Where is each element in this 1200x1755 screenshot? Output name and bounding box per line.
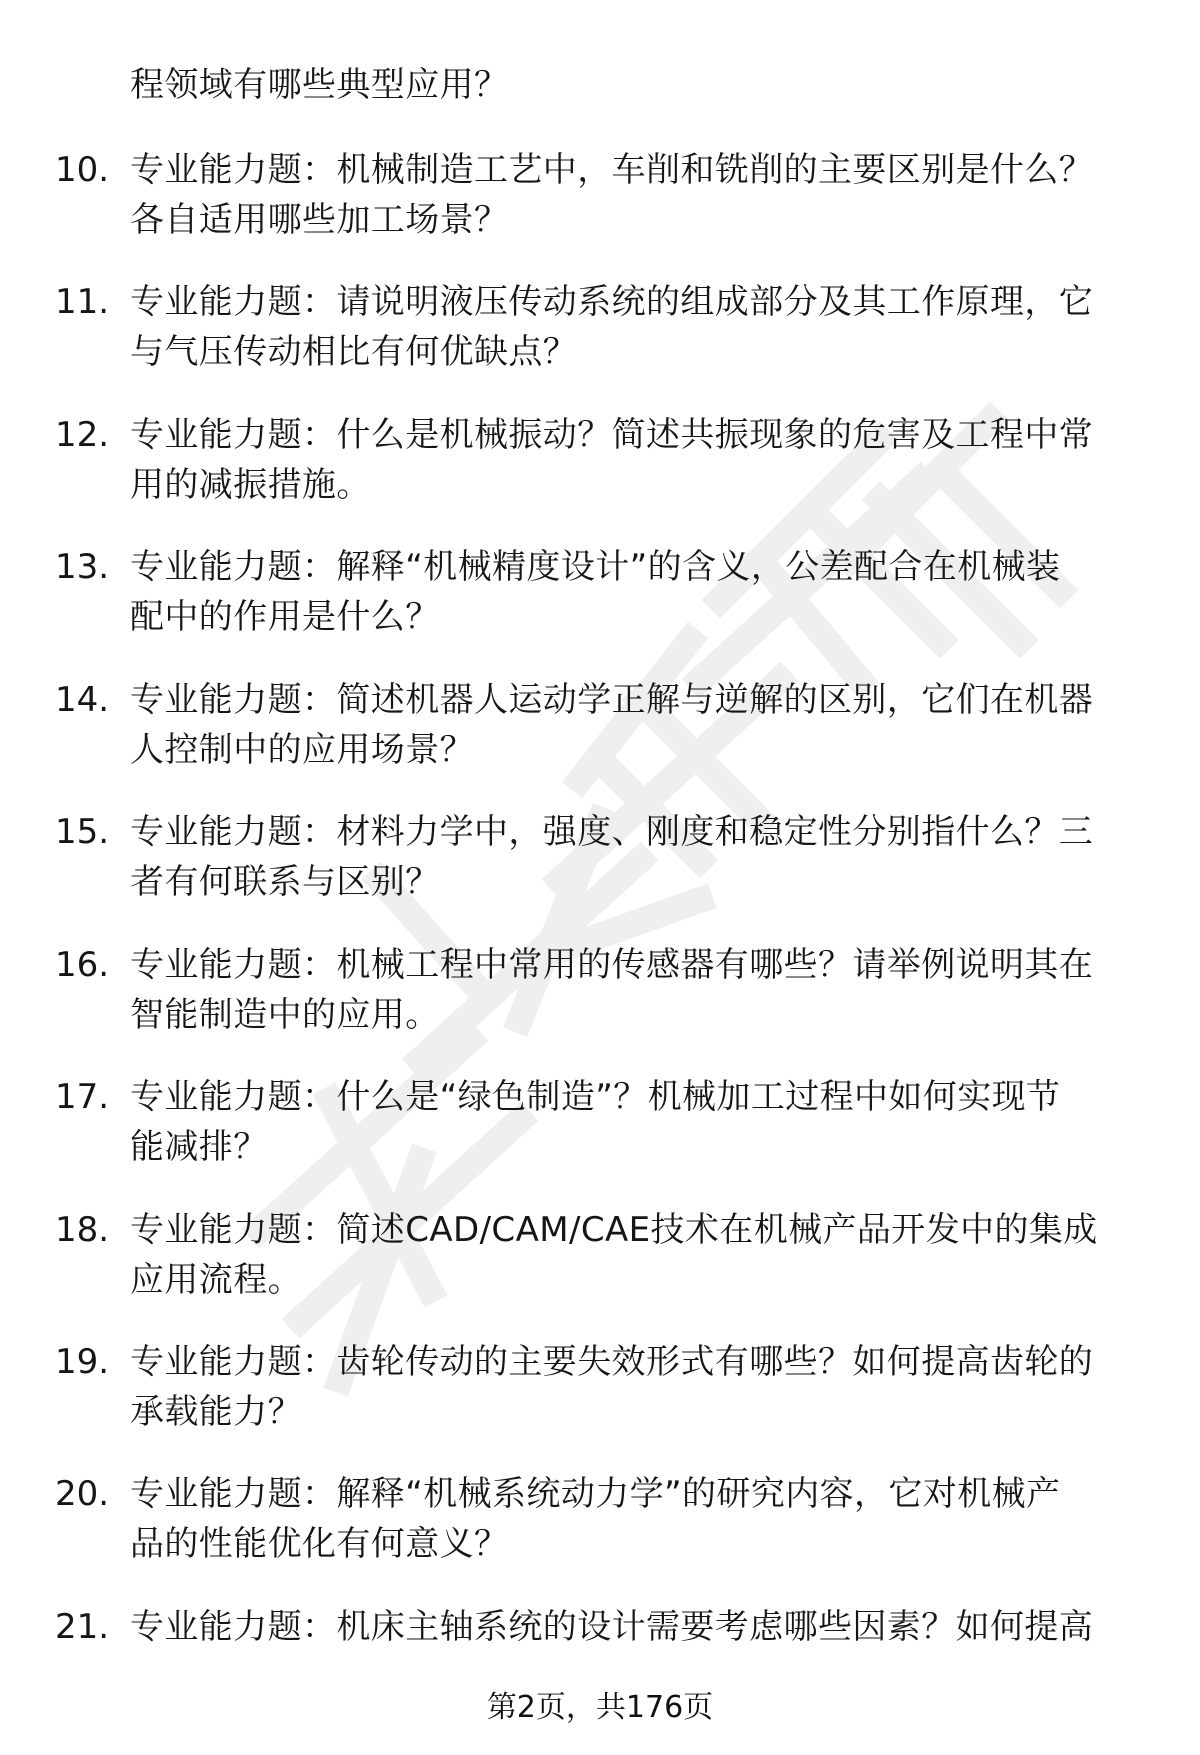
list-item-line: 专业能力题：简述机器人运动学正解与逆解的区别，它们在机器 — [130, 680, 1094, 720]
list-item-line: 专业能力题：机床主轴系统的设计需要考虑哪些因素？如何提高 — [130, 1607, 1094, 1647]
list-item-line: 专业能力题：什么是“绿色制造”？机械加工过程中如何实现节 — [130, 1077, 1061, 1117]
list-item-line: 人控制中的应用场景？ — [130, 730, 474, 770]
continuation-line: 程领域有哪些典型应用？ — [130, 65, 509, 105]
list-item-line: 专业能力题：解释“机械精度设计”的含义，公差配合在机械装 — [130, 547, 1061, 587]
item-number: 15. — [55, 812, 110, 852]
list-item-line: 者有何联系与区别？ — [130, 862, 440, 902]
list-item-line: 承载能力？ — [130, 1392, 302, 1432]
item-number: 13. — [55, 547, 110, 587]
list-item-line: 配中的作用是什么？ — [130, 597, 440, 637]
item-number: 11. — [55, 282, 110, 322]
list-item-line: 专业能力题：解释“机械系统动力学”的研究内容，它对机械产 — [130, 1474, 1061, 1514]
item-number: 19. — [55, 1342, 110, 1382]
list-item-line: 专业能力题：机械工程中常用的传感器有哪些？请举例说明其在 — [130, 945, 1094, 985]
item-number: 21. — [55, 1607, 110, 1647]
list-item-line: 与气压传动相比有何优缺点？ — [130, 332, 578, 372]
list-item-line: 应用流程。 — [130, 1260, 302, 1300]
list-item-line: 专业能力题：什么是机械振动？简述共振现象的危害及工程中常 — [130, 415, 1094, 455]
list-item-line: 各自适用哪些加工场景？ — [130, 200, 509, 240]
list-item-line: 专业能力题：机械制造工艺中，车削和铣削的主要区别是什么？ — [130, 150, 1094, 190]
page-number-footer: 第2页，共176页 — [486, 1690, 714, 1725]
list-item-line: 专业能力题：齿轮传动的主要失效形式有哪些？如何提高齿轮的 — [130, 1342, 1094, 1382]
list-item-line: 用的减振措施。 — [130, 465, 371, 505]
item-number: 17. — [55, 1077, 110, 1117]
item-number: 20. — [55, 1474, 110, 1514]
list-item-line: 智能制造中的应用。 — [130, 995, 440, 1035]
item-number: 18. — [55, 1210, 110, 1250]
list-item-line: 能减排？ — [130, 1127, 268, 1167]
list-item-line: 专业能力题：简述CAD/CAM/CAE技术在机械产品开发中的集成 — [130, 1210, 1098, 1250]
item-number: 12. — [55, 415, 110, 455]
list-item-line: 品的性能优化有何意义？ — [130, 1524, 509, 1564]
item-number: 16. — [55, 945, 110, 985]
list-item-line: 专业能力题：材料力学中，强度、刚度和稳定性分别指什么？三 — [130, 812, 1094, 852]
item-number: 10. — [55, 150, 110, 190]
list-item-line: 专业能力题：请说明液压传动系统的组成部分及其工作原理，它 — [130, 282, 1094, 322]
item-number: 14. — [55, 680, 110, 720]
